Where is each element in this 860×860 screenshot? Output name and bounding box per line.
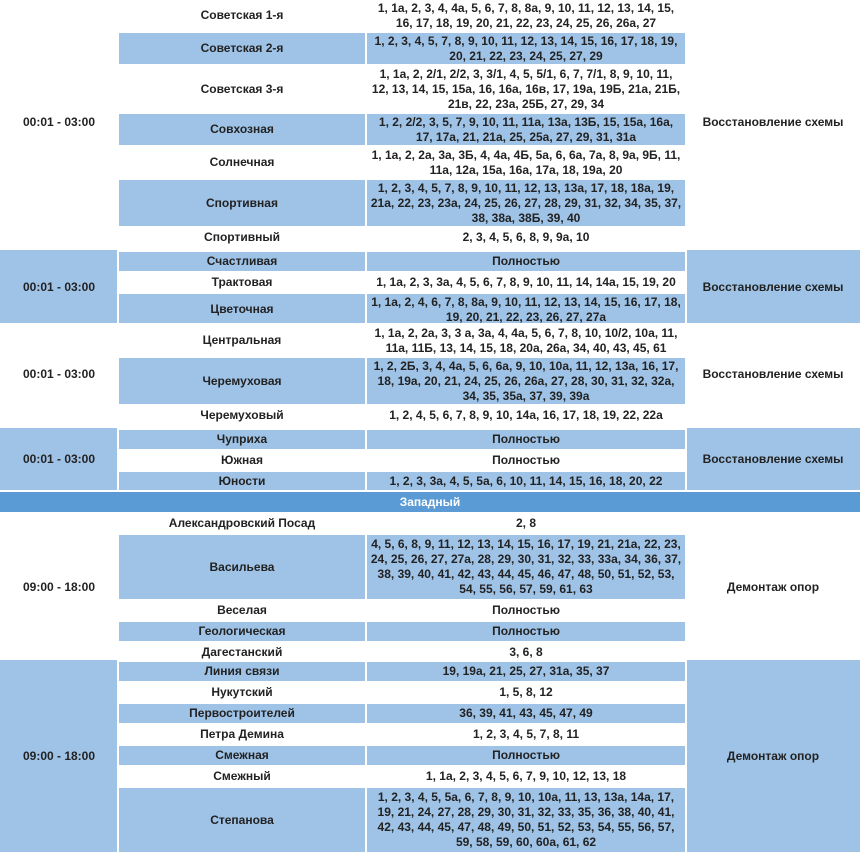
house-numbers: 1, 2, 3, 3а, 4, 5, 5а, 6, 10, 11, 14, 15, 16, 18, 20, 22 [366, 470, 686, 491]
street-name: Дагестанский [118, 641, 366, 662]
house-numbers: 1, 1а, 2, 3, 4, 5, 6, 7, 9, 10, 12, 13, 18 [366, 765, 686, 786]
column-divider [117, 0, 119, 247]
column-divider [365, 0, 367, 247]
work-type: Демонтаж опор [686, 512, 860, 662]
house-numbers: 1, 2, 4, 5, 6, 7, 8, 9, 10, 14а, 16, 17, 18, 19, 22, 22а [366, 404, 686, 425]
house-numbers: 1, 1а, 2, 4, 6, 7, 8, 8а, 9, 10, 11, 12, 13, 14, 15, 16, 17, 18, 19, 20, 21, 22, 23, 26, 27, 27а [366, 292, 686, 325]
house-numbers: Полностью [366, 599, 686, 620]
house-numbers: 1, 1а, 2, 2а, 3, 3 а, 3а, 4, 4а, 5, 6, 7, 8, 10, 10/2, 10а, 11, 11а, 11Б, 13, 14, 15, 18, 20а, 26а, 34, 40, 43, 45, 61 [366, 323, 686, 356]
column-divider [117, 323, 119, 425]
street-name: Солнечная [118, 145, 366, 178]
column-divider [117, 250, 119, 325]
column-divider [365, 250, 367, 325]
column-divider [685, 323, 687, 425]
work-type: Демонтаж опор [686, 660, 860, 852]
street-name: Чуприха [118, 428, 366, 449]
street-name: Советская 2-я [118, 31, 366, 64]
work-type: Восстановление схемы [686, 323, 860, 425]
house-numbers: 4, 5, 6, 8, 9, 11, 12, 13, 14, 15, 16, 17, 19, 21, 21а, 22, 23, 24, 25, 26, 27, 27а, 28, 29, 30, 31, 32, 33, 33а, 34, 36, 37, 38, 39, 40, 41, 42, 43, 44, 45, 46, 47, 48, 50, 51, 52, 53, 54, 55, 56, 57, 59, 61, 63 [366, 533, 686, 599]
column-divider [685, 660, 687, 852]
street-name: Черемуховый [118, 404, 366, 425]
house-numbers: 3, 6, 8 [366, 641, 686, 662]
street-name: Смежный [118, 765, 366, 786]
house-numbers: 1, 2, 3, 4, 5, 7, 8, 9, 10, 11, 12, 13, 13а, 17, 18, 18а, 19, 21а, 22, 23, 23а, 24, 25, 26, 27, 28, 29, 31, 32, 34, 35, 37, 38, 38а, 38Б, 39, 40 [366, 178, 686, 226]
schedule-group [0, 323, 860, 425]
house-numbers: 19, 19а, 21, 25, 27, 31а, 35, 37 [366, 660, 686, 681]
street-name: Южная [118, 449, 366, 470]
street-name: Петра Демина [118, 723, 366, 744]
work-type: Восстановление схемы [686, 0, 860, 247]
house-numbers: 1, 5, 8, 12 [366, 681, 686, 702]
house-numbers: 1, 1а, 2, 3, 3а, 4, 5, 6, 7, 8, 9, 10, 11, 14, 14а, 15, 19, 20 [366, 271, 686, 292]
work-type: Восстановление схемы [686, 428, 860, 491]
street-name: Степанова [118, 786, 366, 852]
column-divider [685, 250, 687, 325]
street-name: Нукутский [118, 681, 366, 702]
street-name: Трактовая [118, 271, 366, 292]
house-numbers: 1, 2, 3, 4, 5, 7, 8, 9, 10, 11, 12, 13, 14, 15, 16, 17, 18, 19, 20, 21, 22, 23, 24, 25, 27, 29 [366, 31, 686, 64]
house-numbers: Полностью [366, 250, 686, 271]
house-numbers: 2, 8 [366, 512, 686, 533]
street-name: Советская 1-я [118, 0, 366, 31]
time-range: 00:01 - 03:00 [0, 323, 118, 425]
house-numbers: 36, 39, 41, 43, 45, 47, 49 [366, 702, 686, 723]
street-name: Первостроителей [118, 702, 366, 723]
schedule-group [0, 0, 860, 247]
time-range: 00:01 - 03:00 [0, 250, 118, 325]
street-name: Смежная [118, 744, 366, 765]
street-name: Линия связи [118, 660, 366, 681]
time-range: 09:00 - 18:00 [0, 512, 118, 662]
street-name: Счастливая [118, 250, 366, 271]
district-section-header: Западный [0, 490, 860, 512]
house-numbers: Полностью [366, 744, 686, 765]
house-numbers: Полностью [366, 428, 686, 449]
schedule-group [0, 660, 860, 852]
house-numbers: 1, 2, 3, 4, 5, 5а, 6, 7, 8, 9, 10, 10а, 11, 13, 13а, 14а, 17, 19, 21, 24, 27, 28, 29, 30, 31, 32, 33, 35, 36, 38, 40, 41, 42, 43, 44, 45, 47, 48, 49, 50, 51, 52, 53, 54, 55, 56, 57, 59, 58, 59, 60, 60а, 61, 62 [366, 786, 686, 852]
schedule-group [0, 250, 860, 325]
house-numbers: 1, 2, 2Б, 3, 4, 4а, 5, 6, 6а, 9, 10, 10а, 11, 12, 13а, 16, 17, 18, 19а, 20, 21, 24, 25, 26, 26а, 27, 28, 30, 31, 32, 32а, 34, 35, 35а, 37, 39, 39а [366, 356, 686, 404]
house-numbers: 1, 1а, 2, 2а, 3а, 3Б, 4, 4а, 4Б, 5а, 6, 6а, 7а, 8, 9а, 9Б, 11, 11а, 12а, 15а, 16а, 17а, 18, 19а, 20 [366, 145, 686, 178]
column-divider [365, 660, 367, 852]
street-name: Веселая [118, 599, 366, 620]
column-divider [685, 0, 687, 247]
time-range: 09:00 - 18:00 [0, 660, 118, 852]
work-type: Восстановление схемы [686, 250, 860, 325]
column-divider [365, 512, 367, 662]
street-name: Черемуховая [118, 356, 366, 404]
column-divider [685, 428, 687, 491]
street-name: Васильева [118, 533, 366, 599]
house-numbers: 1, 2, 3, 4, 5, 7, 8, 11 [366, 723, 686, 744]
column-divider [117, 660, 119, 852]
house-numbers: 1, 2, 2/2, 3, 5, 7, 9, 10, 11, 11а, 13а, 13Б, 15, 15а, 16а, 17, 17а, 21, 21а, 25, 25а, 27, 29, 31, 31а [366, 112, 686, 145]
street-name: Спортивный [118, 226, 366, 247]
house-numbers: 1, 1а, 2, 2/1, 2/2, 3, 3/1, 4, 5, 5/1, 6, 7, 7/1, 8, 9, 10, 11, 12, 13, 14, 15, 15а, 16, 16а, 16в, 17, 19а, 19Б, 21а, 21Б, 21в, 22, 23а, 25Б, 27, 29, 34 [366, 64, 686, 112]
street-name: Цветочная [118, 292, 366, 325]
column-divider [685, 512, 687, 662]
column-divider [117, 512, 119, 662]
house-numbers: 2, 3, 4, 5, 6, 8, 9, 9а, 10 [366, 226, 686, 247]
house-numbers: 1, 1а, 2, 3, 4, 4а, 5, 6, 7, 8, 8а, 9, 10, 11, 12, 13, 14, 15, 16, 17, 18, 19, 20, 21, 22, 23, 24, 25, 26, 26а, 27 [366, 0, 686, 31]
time-range: 00:01 - 03:00 [0, 0, 118, 247]
street-name: Советская 3-я [118, 64, 366, 112]
schedule-group [0, 428, 860, 491]
street-name: Александровский Посад [118, 512, 366, 533]
column-divider [117, 428, 119, 491]
street-name: Центральная [118, 323, 366, 356]
house-numbers: Полностью [366, 449, 686, 470]
street-name: Спортивная [118, 178, 366, 226]
column-divider [365, 323, 367, 425]
schedule-group [0, 512, 860, 662]
street-name: Геологическая [118, 620, 366, 641]
street-name: Юности [118, 470, 366, 491]
time-range: 00:01 - 03:00 [0, 428, 118, 491]
street-name: Совхозная [118, 112, 366, 145]
column-divider [365, 428, 367, 491]
house-numbers: Полностью [366, 620, 686, 641]
